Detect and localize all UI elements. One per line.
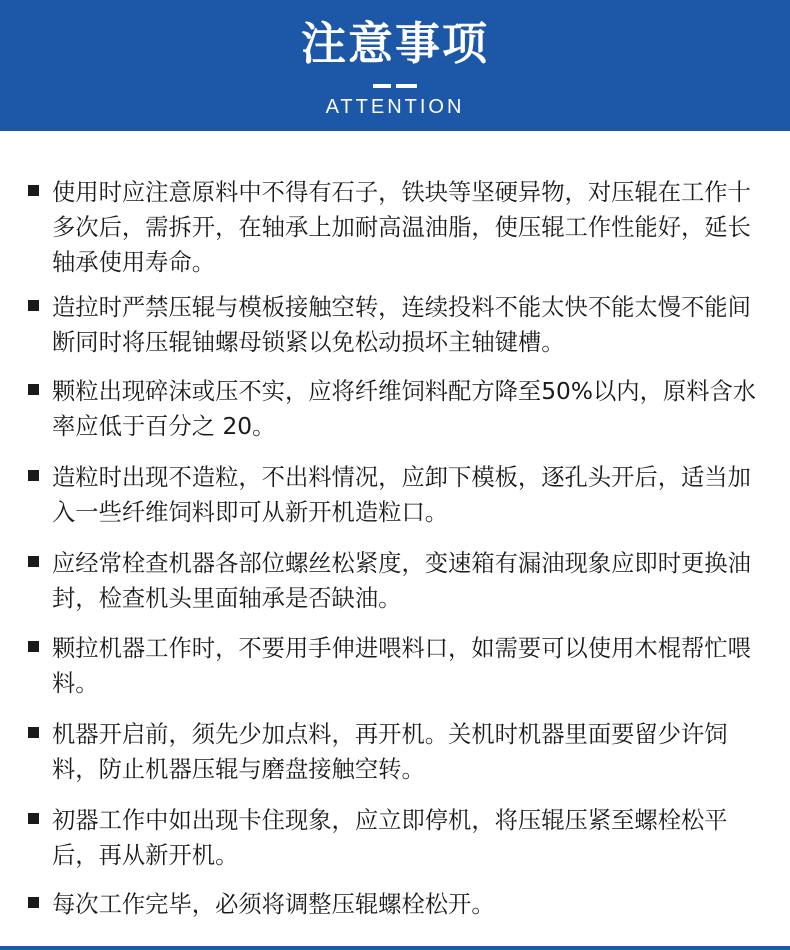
page-subtitle: ATTENTION [325, 96, 465, 118]
square-bullet-icon [28, 727, 39, 738]
page-title: 注意事项 [300, 17, 489, 70]
list-item-text: 每次工作完毕，必须将调整压辊螺栓松开。 [52, 891, 495, 918]
list-item-text: 颗粒出现碎沫或压不实，应将纤维饲料配方降至50%以内，原料含水率应低于百分之 20。 [52, 378, 757, 440]
square-bullet-icon [28, 641, 39, 652]
list-item-text: 使用时应注意原料中不得有石子，铁块等坚硬异物，对压辊在工作十多次后，需拆开，在轴承上加耐高温油脂，使压辊工作性能好，延长轴承使用寿命。 [52, 179, 751, 276]
square-bullet-icon [28, 470, 39, 481]
list-item-text: 应经常栓查机器各部位螺丝松紧度，变速箱有漏油现象应即时更换油封，检查机头里面轴承是否缺油。 [52, 550, 751, 612]
bottom-divider [0, 946, 790, 950]
list-item-text: 颗拉机器工作时，不要用手伸进喂料口，如需要可以使用木棍帮忙喂料。 [52, 635, 751, 697]
square-bullet-icon [28, 300, 39, 311]
list-item-text: 机器开启前，须先少加点料，再开机。关机时机器里面要留少许饲料，防止机器压辊与磨盘接触空转。 [52, 721, 728, 783]
square-bullet-icon [28, 185, 39, 196]
square-bullet-icon [28, 384, 39, 395]
list-item-text: 造拉时严禁压辊与模板接触空转，连续投料不能太快不能太慢不能间断同时将压辊铀螺母锁紧以免松动损坏主轴键槽。 [52, 294, 751, 356]
list-item-text: 初器工作中如出现卡住现象，应立即停机，将压辊压紧至螺栓松平后，再从新开机。 [52, 807, 728, 869]
square-bullet-icon [28, 813, 39, 824]
square-bullet-icon [28, 897, 39, 908]
list-item-text: 造粒时出现不造粒，不出料情况，应卸下模板，逐孔头开后，适当加入一些纤维饲料即可从新开机造粒口。 [52, 464, 751, 526]
square-bullet-icon [28, 556, 39, 567]
